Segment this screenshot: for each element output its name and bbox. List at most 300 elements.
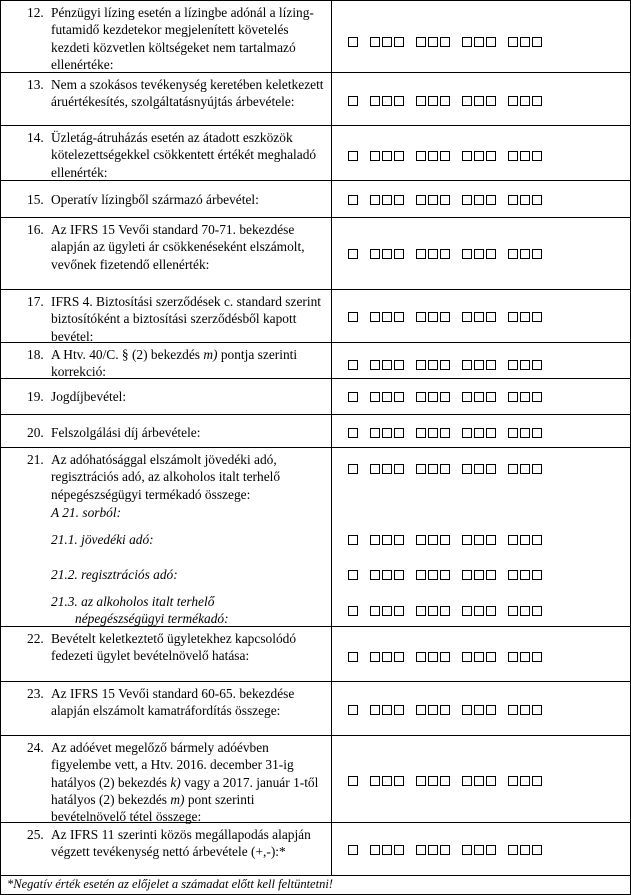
digit-boxes[interactable]: [348, 360, 542, 370]
digit-box[interactable]: [428, 652, 438, 662]
digit-box[interactable]: [508, 392, 518, 402]
digit-box[interactable]: [416, 428, 426, 438]
digit-box[interactable]: [532, 464, 542, 474]
footnote: *Negatív érték esetén az előjelet a számadat előtt kell feltüntetni!: [0, 874, 631, 895]
sub-label-21-2: 21.2. regisztrációs adó:: [51, 567, 178, 582]
digit-box[interactable]: [348, 312, 358, 322]
digit-box[interactable]: [394, 392, 404, 402]
digit-box[interactable]: [486, 570, 496, 580]
digit-group: [462, 652, 496, 662]
digit-box[interactable]: [394, 360, 404, 370]
digit-boxes[interactable]: [348, 151, 542, 161]
digit-box[interactable]: [416, 37, 426, 47]
digit-box[interactable]: [520, 845, 530, 855]
digit-boxes[interactable]: [348, 652, 542, 662]
digit-box[interactable]: [508, 845, 518, 855]
digit-box[interactable]: [348, 535, 358, 545]
digit-group: [416, 195, 450, 205]
digit-box[interactable]: [474, 360, 484, 370]
digit-box[interactable]: [348, 705, 358, 715]
digit-box[interactable]: [382, 249, 392, 259]
digit-box[interactable]: [508, 151, 518, 161]
amount-field[interactable]: [332, 126, 631, 181]
digit-box[interactable]: [428, 570, 438, 580]
digit-box[interactable]: [440, 249, 450, 259]
form-row-19: [0, 378, 631, 415]
digit-box[interactable]: [486, 535, 496, 545]
digit-box[interactable]: [508, 37, 518, 47]
digit-box[interactable]: [370, 776, 380, 786]
digit-box[interactable]: [348, 360, 358, 370]
form-row-17: [0, 289, 631, 343]
digit-boxes[interactable]: [348, 428, 542, 438]
digit-box[interactable]: [416, 606, 426, 616]
digit-group: [348, 392, 358, 402]
digit-box[interactable]: [370, 845, 380, 855]
digit-box[interactable]: [370, 652, 380, 662]
digit-box[interactable]: [486, 151, 496, 161]
digit-box[interactable]: [520, 312, 530, 322]
digit-box[interactable]: [382, 570, 392, 580]
amount-field[interactable]: [332, 823, 631, 875]
digit-box[interactable]: [508, 312, 518, 322]
digit-group: [370, 428, 404, 438]
digit-box[interactable]: [394, 312, 404, 322]
digit-box[interactable]: [394, 151, 404, 161]
digit-box[interactable]: [508, 96, 518, 106]
digit-box[interactable]: [474, 96, 484, 106]
digit-box[interactable]: [348, 845, 358, 855]
digit-box[interactable]: [474, 705, 484, 715]
digit-box[interactable]: [520, 249, 530, 259]
digit-boxes[interactable]: [348, 535, 542, 545]
digit-box[interactable]: [486, 195, 496, 205]
digit-group: [462, 570, 496, 580]
digit-boxes[interactable]: [348, 606, 542, 616]
digit-box[interactable]: [486, 37, 496, 47]
digit-box[interactable]: [508, 606, 518, 616]
digit-group: [416, 705, 450, 715]
form-row-23: [0, 681, 631, 736]
digit-box[interactable]: [474, 535, 484, 545]
row-label: Jogdíjbevétel:: [51, 389, 127, 404]
digit-box[interactable]: [462, 37, 472, 47]
digit-box[interactable]: [416, 392, 426, 402]
digit-box[interactable]: [428, 195, 438, 205]
digit-box[interactable]: [428, 249, 438, 259]
digit-box[interactable]: [532, 606, 542, 616]
digit-box[interactable]: [462, 428, 472, 438]
digit-box[interactable]: [370, 312, 380, 322]
digit-box[interactable]: [440, 360, 450, 370]
digit-group: [462, 392, 496, 402]
digit-box[interactable]: [440, 312, 450, 322]
amount-field[interactable]: [332, 218, 631, 290]
digit-box[interactable]: [370, 535, 380, 545]
amount-field[interactable]: [332, 181, 631, 218]
digit-box[interactable]: [370, 428, 380, 438]
digit-group: [348, 776, 358, 786]
amount-field[interactable]: [332, 627, 631, 682]
digit-box[interactable]: [394, 195, 404, 205]
digit-box[interactable]: [440, 652, 450, 662]
digit-box[interactable]: [474, 151, 484, 161]
digit-box[interactable]: [520, 37, 530, 47]
row-label: A Htv. 40/C. § (2) bekezdés m) pontja szerinti korrekció:: [51, 347, 298, 380]
digit-box[interactable]: [440, 570, 450, 580]
digit-box[interactable]: [416, 652, 426, 662]
digit-box[interactable]: [394, 776, 404, 786]
digit-box[interactable]: [462, 652, 472, 662]
digit-box[interactable]: [348, 570, 358, 580]
digit-box[interactable]: [508, 776, 518, 786]
digit-box[interactable]: [532, 652, 542, 662]
digit-box[interactable]: [462, 535, 472, 545]
digit-box[interactable]: [440, 37, 450, 47]
digit-box[interactable]: [382, 464, 392, 474]
digit-box[interactable]: [382, 96, 392, 106]
digit-box[interactable]: [370, 249, 380, 259]
digit-box[interactable]: [474, 249, 484, 259]
digit-box[interactable]: [428, 535, 438, 545]
digit-box[interactable]: [474, 464, 484, 474]
form-row-15: [0, 180, 631, 218]
digit-box[interactable]: [462, 776, 472, 786]
amount-field[interactable]: [332, 415, 631, 448]
digit-box[interactable]: [416, 845, 426, 855]
digit-box[interactable]: [508, 249, 518, 259]
digit-box[interactable]: [348, 151, 358, 161]
digit-box[interactable]: [440, 428, 450, 438]
digit-box[interactable]: [428, 392, 438, 402]
digit-box[interactable]: [520, 652, 530, 662]
digit-box[interactable]: [428, 360, 438, 370]
digit-box[interactable]: [520, 360, 530, 370]
digit-group: [348, 151, 358, 161]
amount-field[interactable]: [332, 682, 631, 736]
digit-group: [416, 464, 450, 474]
digit-box[interactable]: [474, 652, 484, 662]
digit-boxes[interactable]: [348, 464, 542, 474]
digit-box[interactable]: [416, 151, 426, 161]
digit-box[interactable]: [508, 535, 518, 545]
digit-box[interactable]: [416, 570, 426, 580]
digit-box[interactable]: [382, 776, 392, 786]
digit-box[interactable]: [462, 570, 472, 580]
digit-boxes[interactable]: [348, 392, 542, 402]
digit-box[interactable]: [440, 195, 450, 205]
digit-box[interactable]: [508, 360, 518, 370]
digit-box[interactable]: [382, 652, 392, 662]
row-label: Felszolgálási díj árbevétele:: [51, 425, 201, 440]
digit-box[interactable]: [382, 37, 392, 47]
digit-box[interactable]: [520, 195, 530, 205]
digit-group: [508, 392, 542, 402]
digit-box[interactable]: [520, 570, 530, 580]
digit-group: [348, 37, 358, 47]
form-row-21-subitems: [0, 505, 631, 626]
digit-box[interactable]: [508, 195, 518, 205]
digit-box[interactable]: [382, 312, 392, 322]
digit-box[interactable]: [508, 464, 518, 474]
digit-box[interactable]: [428, 606, 438, 616]
digit-box[interactable]: [474, 428, 484, 438]
digit-box[interactable]: [348, 195, 358, 205]
digit-box[interactable]: [508, 570, 518, 580]
digit-box[interactable]: [462, 392, 472, 402]
digit-box[interactable]: [428, 776, 438, 786]
digit-group: [416, 606, 450, 616]
digit-box[interactable]: [462, 195, 472, 205]
digit-box[interactable]: [382, 606, 392, 616]
digit-box[interactable]: [370, 360, 380, 370]
amount-field[interactable]: [332, 736, 631, 823]
digit-box[interactable]: [486, 845, 496, 855]
digit-box[interactable]: [462, 705, 472, 715]
digit-box[interactable]: [486, 249, 496, 259]
digit-box[interactable]: [474, 37, 484, 47]
form-row-21: [0, 447, 631, 506]
digit-box[interactable]: [382, 360, 392, 370]
digit-boxes[interactable]: [348, 705, 542, 715]
digit-box[interactable]: [428, 151, 438, 161]
sub-label-21-3a: 21.3. az alkoholos italt terhelő: [51, 594, 215, 609]
digit-box[interactable]: [440, 151, 450, 161]
digit-box[interactable]: [428, 37, 438, 47]
digit-box[interactable]: [486, 360, 496, 370]
digit-box[interactable]: [348, 428, 358, 438]
digit-box[interactable]: [486, 606, 496, 616]
form-row-20: [0, 414, 631, 448]
digit-box[interactable]: [394, 249, 404, 259]
digit-group: [348, 705, 358, 715]
digit-box[interactable]: [440, 96, 450, 106]
digit-box[interactable]: [382, 428, 392, 438]
digit-boxes[interactable]: [348, 37, 542, 47]
digit-box[interactable]: [520, 705, 530, 715]
digit-box[interactable]: [474, 776, 484, 786]
digit-box[interactable]: [370, 606, 380, 616]
digit-box[interactable]: [462, 151, 472, 161]
digit-box[interactable]: [520, 464, 530, 474]
digit-box[interactable]: [474, 570, 484, 580]
digit-box[interactable]: [348, 249, 358, 259]
digit-box[interactable]: [474, 845, 484, 855]
digit-box[interactable]: [440, 392, 450, 402]
digit-box[interactable]: [486, 392, 496, 402]
digit-box[interactable]: [462, 249, 472, 259]
digit-group: [348, 845, 358, 855]
digit-box[interactable]: [416, 96, 426, 106]
digit-box[interactable]: [416, 249, 426, 259]
digit-group: [416, 96, 450, 106]
digit-box[interactable]: [474, 195, 484, 205]
digit-box[interactable]: [532, 428, 542, 438]
digit-box[interactable]: [394, 37, 404, 47]
digit-box[interactable]: [348, 464, 358, 474]
digit-boxes[interactable]: [348, 845, 542, 855]
digit-box[interactable]: [508, 652, 518, 662]
digit-box[interactable]: [428, 845, 438, 855]
digit-box[interactable]: [416, 195, 426, 205]
digit-box[interactable]: [532, 392, 542, 402]
form-row-18: [0, 342, 631, 379]
amount-field[interactable]: [332, 343, 631, 379]
amount-field[interactable]: [332, 379, 631, 415]
digit-box[interactable]: [486, 464, 496, 474]
digit-box[interactable]: [394, 96, 404, 106]
row-number: 23.: [27, 686, 44, 701]
digit-box[interactable]: [428, 705, 438, 715]
digit-box[interactable]: [486, 428, 496, 438]
digit-box[interactable]: [532, 195, 542, 205]
amount-field[interactable]: [332, 290, 631, 343]
digit-box[interactable]: [416, 776, 426, 786]
digit-box[interactable]: [486, 776, 496, 786]
digit-group: [462, 249, 496, 259]
digit-box[interactable]: [428, 464, 438, 474]
row-number: 25.: [27, 827, 44, 842]
digit-box[interactable]: [440, 776, 450, 786]
digit-box[interactable]: [348, 606, 358, 616]
digit-box[interactable]: [486, 96, 496, 106]
row-number: 16.: [27, 222, 44, 237]
digit-box[interactable]: [394, 428, 404, 438]
digit-box[interactable]: [348, 652, 358, 662]
digit-box[interactable]: [370, 96, 380, 106]
row-label: Az adóhatósággal elszámolt jövedéki adó, regisztrációs adó, az alkoholos italt terhelő népegészségügyi termékadó összege:: [51, 452, 281, 502]
digit-group: [462, 606, 496, 616]
digit-box[interactable]: [508, 428, 518, 438]
digit-box[interactable]: [532, 776, 542, 786]
amount-field[interactable]: [332, 448, 631, 506]
digit-box[interactable]: [348, 776, 358, 786]
digit-box[interactable]: [474, 392, 484, 402]
digit-box[interactable]: [370, 705, 380, 715]
digit-box[interactable]: [532, 37, 542, 47]
digit-group: [462, 705, 496, 715]
digit-box[interactable]: [462, 96, 472, 106]
digit-box[interactable]: [532, 705, 542, 715]
digit-box[interactable]: [382, 195, 392, 205]
digit-box[interactable]: [462, 845, 472, 855]
digit-box[interactable]: [440, 845, 450, 855]
digit-box[interactable]: [416, 705, 426, 715]
digit-box[interactable]: [382, 705, 392, 715]
digit-group: [370, 37, 404, 47]
digit-box[interactable]: [486, 705, 496, 715]
digit-box[interactable]: [382, 151, 392, 161]
digit-box[interactable]: [428, 96, 438, 106]
digit-box[interactable]: [348, 37, 358, 47]
digit-box[interactable]: [394, 464, 404, 474]
digit-box[interactable]: [520, 776, 530, 786]
digit-box[interactable]: [532, 151, 542, 161]
digit-box[interactable]: [462, 360, 472, 370]
digit-box[interactable]: [428, 428, 438, 438]
digit-box[interactable]: [486, 652, 496, 662]
digit-box[interactable]: [394, 845, 404, 855]
digit-boxes[interactable]: [348, 312, 542, 322]
digit-box[interactable]: [474, 312, 484, 322]
digit-group: [370, 249, 404, 259]
digit-box[interactable]: [532, 96, 542, 106]
digit-box[interactable]: [370, 392, 380, 402]
digit-box[interactable]: [532, 249, 542, 259]
digit-box[interactable]: [416, 464, 426, 474]
digit-box[interactable]: [440, 606, 450, 616]
digit-box[interactable]: [532, 360, 542, 370]
row-label: IFRS 4. Biztosítási szerződések c. standard szerint biztosítóként a biztosítási szerződésből kapott bevétel:: [51, 294, 321, 344]
digit-box[interactable]: [532, 535, 542, 545]
digit-box[interactable]: [416, 535, 426, 545]
digit-box[interactable]: [520, 151, 530, 161]
digit-group: [462, 776, 496, 786]
digit-box[interactable]: [532, 570, 542, 580]
digit-box[interactable]: [370, 37, 380, 47]
digit-box[interactable]: [382, 392, 392, 402]
digit-box[interactable]: [462, 312, 472, 322]
digit-box[interactable]: [440, 535, 450, 545]
digit-box[interactable]: [474, 606, 484, 616]
digit-box[interactable]: [520, 96, 530, 106]
digit-box[interactable]: [382, 535, 392, 545]
digit-box[interactable]: [394, 652, 404, 662]
digit-box[interactable]: [462, 464, 472, 474]
digit-box[interactable]: [416, 312, 426, 322]
digit-boxes[interactable]: [348, 96, 542, 106]
digit-box[interactable]: [394, 705, 404, 715]
digit-box[interactable]: [508, 705, 518, 715]
digit-box[interactable]: [532, 312, 542, 322]
digit-box[interactable]: [440, 705, 450, 715]
digit-box[interactable]: [486, 312, 496, 322]
digit-group: [370, 464, 404, 474]
digit-box[interactable]: [370, 464, 380, 474]
digit-box[interactable]: [394, 606, 404, 616]
digit-box[interactable]: [520, 606, 530, 616]
digit-group: [416, 37, 450, 47]
digit-box[interactable]: [394, 535, 404, 545]
digit-box[interactable]: [382, 845, 392, 855]
digit-box[interactable]: [428, 312, 438, 322]
digit-box[interactable]: [370, 570, 380, 580]
digit-boxes[interactable]: [348, 249, 542, 259]
digit-box[interactable]: [370, 151, 380, 161]
row-label: Pénzügyi lízing esetén a lízingbe adónál a lízing-futamidő kezdetekor megjelenített követelés kezdeti közvetlen költségeket nem tartalmazó ellenértéke:: [51, 5, 314, 72]
digit-box[interactable]: [440, 464, 450, 474]
digit-box[interactable]: [348, 96, 358, 106]
amount-field[interactable]: [332, 73, 631, 126]
digit-group: [462, 360, 496, 370]
row-number: 22.: [27, 631, 44, 646]
digit-boxes[interactable]: [348, 776, 542, 786]
digit-box[interactable]: [348, 392, 358, 402]
digit-box[interactable]: [370, 195, 380, 205]
amount-field[interactable]: [332, 1, 631, 73]
digit-boxes[interactable]: [348, 570, 542, 580]
digit-group: [462, 428, 496, 438]
digit-box[interactable]: [532, 845, 542, 855]
digit-boxes[interactable]: [348, 195, 542, 205]
digit-box[interactable]: [416, 360, 426, 370]
digit-group: [462, 535, 496, 545]
digit-box[interactable]: [462, 606, 472, 616]
digit-box[interactable]: [520, 392, 530, 402]
digit-box[interactable]: [520, 428, 530, 438]
digit-box[interactable]: [520, 535, 530, 545]
digit-box[interactable]: [394, 570, 404, 580]
